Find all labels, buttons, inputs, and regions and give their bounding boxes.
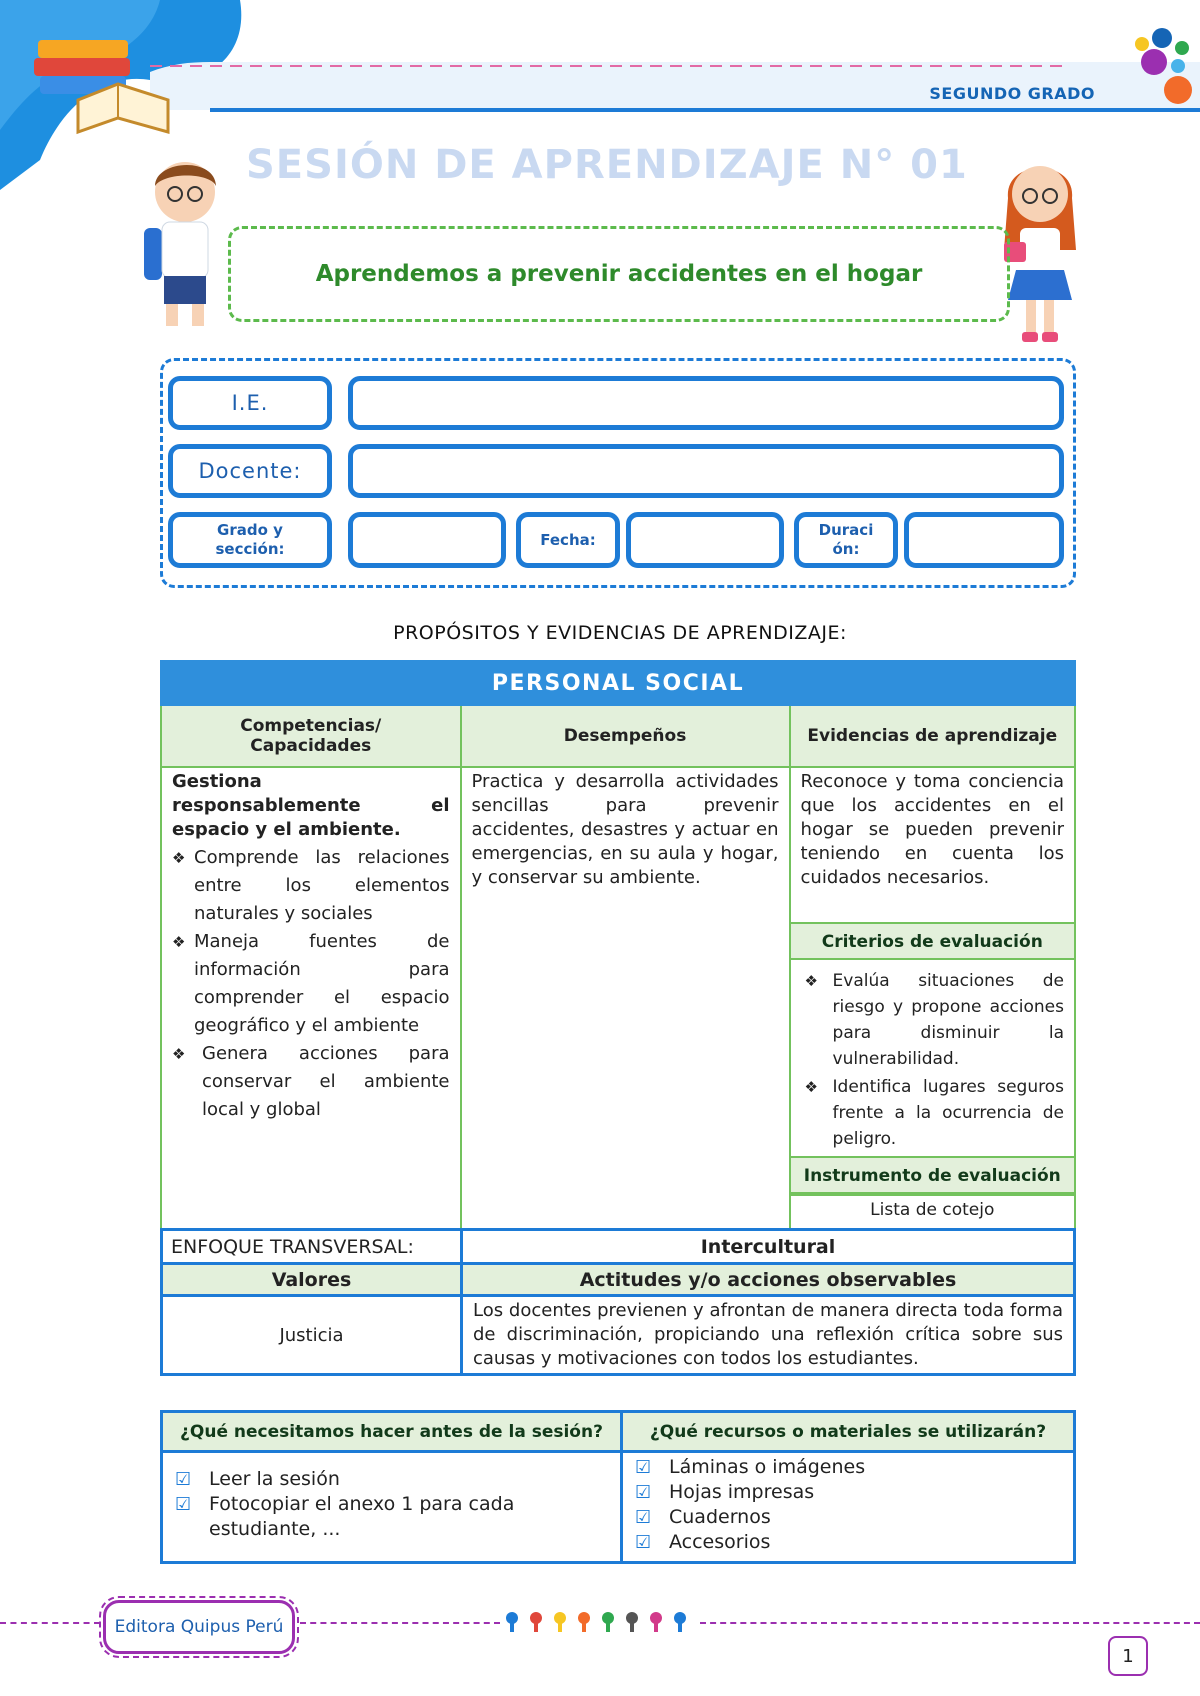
criterio-item: ❖ Identifica lugares seguros frente a la ocurrencia de peligro.: [805, 1074, 1064, 1152]
evidencias-header: Evidencias de aprendizaje: [790, 705, 1075, 767]
grado-label-line2: sección:: [215, 540, 285, 558]
colored-pins-decoration: [504, 1608, 694, 1638]
checklist-item: ☑ Cuadernos: [635, 1505, 1061, 1530]
criterio-item: ❖ Evalúa situaciones de riesgo y propone acciones para disminuir la vulnerabilidad.: [805, 968, 1064, 1072]
duracion-label-line2: ón:: [832, 540, 860, 558]
footer-dashed-line-right: [700, 1622, 1200, 1624]
boy-illustration: [140, 150, 230, 335]
fecha-field[interactable]: [626, 512, 784, 568]
desempenos-header: Desempeños: [461, 705, 790, 767]
checklist-item: ☑ Accesorios: [635, 1530, 1061, 1555]
capacidad-item: ❖ Comprende las relaciones entre los elementos naturales y sociales: [172, 844, 450, 928]
books-illustration: [28, 22, 178, 142]
enfoque-table: [160, 1228, 1076, 1376]
capacidad-item: ❖ Maneja fuentes de información para comprender el espacio geográfico y el ambiente: [172, 928, 450, 1040]
instrumento-value: Lista de cotejo: [791, 1194, 1074, 1224]
enfoque-value: Intercultural: [462, 1230, 1075, 1264]
ie-label: I.E.: [168, 376, 332, 430]
page-number: 1: [1108, 1636, 1148, 1676]
session-title: SESIÓN DE APRENDIZAJE N° 01: [246, 142, 968, 188]
evidencia-text: Reconoce y toma conciencia que los accidentes en el hogar se pueden prevenir teniendo en cuenta los cuidados necesarios.: [800, 771, 1064, 888]
desempeno-cell: [461, 767, 790, 1229]
competencias-header-line2: Capacidades: [250, 736, 372, 756]
topic-box: [228, 226, 1010, 322]
materials-header: ¿Qué recursos o materiales se utilizarán?: [622, 1412, 1075, 1452]
grado-label-line1: Grado y: [217, 521, 283, 539]
grade-label: SEGUNDO GRADO: [929, 84, 1095, 103]
before-session-header: ¿Qué necesitamos hacer antes de la sesión?: [162, 1412, 622, 1452]
materials-cell: [622, 1452, 1075, 1563]
checklist-item: ☑ Fotocopiar el anexo 1 para cada estudiante, ...: [175, 1492, 608, 1542]
criterios-header: Criterios de evaluación: [791, 922, 1074, 960]
competencias-header: [161, 705, 461, 767]
docente-label: Docente:: [168, 444, 332, 498]
docente-field[interactable]: [348, 444, 1064, 498]
instrumento-header: Instrumento de evaluación: [791, 1156, 1074, 1194]
checklist-item: ☑ Leer la sesión: [175, 1467, 608, 1492]
ie-field[interactable]: [348, 376, 1064, 430]
before-session-cell: [162, 1452, 622, 1563]
grado-field[interactable]: [348, 512, 506, 568]
publisher-badge: [103, 1600, 295, 1654]
valores-header: Valores: [162, 1264, 462, 1296]
purposes-section-title: PROPÓSITOS Y EVIDENCIAS DE APRENDIZAJE:: [393, 622, 847, 644]
actitudes-header: Actitudes y/o acciones observables: [462, 1264, 1075, 1296]
duracion-field[interactable]: [904, 512, 1064, 568]
capacidades-list: [172, 844, 450, 1124]
publisher-name: Editora Quipus Perú: [114, 1617, 284, 1637]
topic-title: Aprendemos a prevenir accidentes en el hogar: [315, 261, 923, 287]
evidencias-cell: [790, 767, 1075, 1229]
competencias-cell: [161, 767, 461, 1229]
area-header: PERSONAL SOCIAL: [161, 661, 1075, 705]
competencias-header-line1: Competencias/: [240, 716, 382, 736]
fecha-label: Fecha:: [516, 512, 620, 568]
actitud-cell: Los docentes previenen y afrontan de manera directa toda forma de discriminación, propiciando una reflexión crítica sobre sus causas y motivaciones con todos los estudiantes.: [462, 1296, 1075, 1375]
footer-dashed-line-middle: [300, 1622, 500, 1624]
materials-list: [623, 1453, 1073, 1561]
checklist-item: ☑ Hojas impresas: [635, 1480, 1061, 1505]
duracion-label-line1: Duraci: [818, 521, 874, 539]
enfoque-label: ENFOQUE TRANSVERSAL:: [162, 1230, 462, 1264]
colored-dots-decoration: [1100, 28, 1200, 118]
duracion-label: [794, 512, 898, 568]
preparation-table: [160, 1410, 1076, 1564]
checklist-item: ☑ Láminas o imágenes: [635, 1455, 1061, 1480]
purposes-table: [160, 660, 1076, 1230]
competencia-text: Gestiona responsablemente el espacio y el ambiente.: [172, 771, 450, 840]
valor-cell: Justicia: [162, 1296, 462, 1375]
capacidad-item: ❖ Genera acciones para conservar el ambiente local y global: [172, 1040, 450, 1124]
grado-label: [168, 512, 332, 568]
before-session-list: [163, 1453, 620, 1548]
footer-dashed-line-left: [0, 1622, 100, 1624]
criterios-list: [791, 960, 1074, 1156]
desempeno-text: Practica y desarrolla actividades sencillas para prevenir accidentes, desastres y actuar en emergencias, en su aula y hogar, y conservar su ambiente.: [471, 771, 779, 888]
